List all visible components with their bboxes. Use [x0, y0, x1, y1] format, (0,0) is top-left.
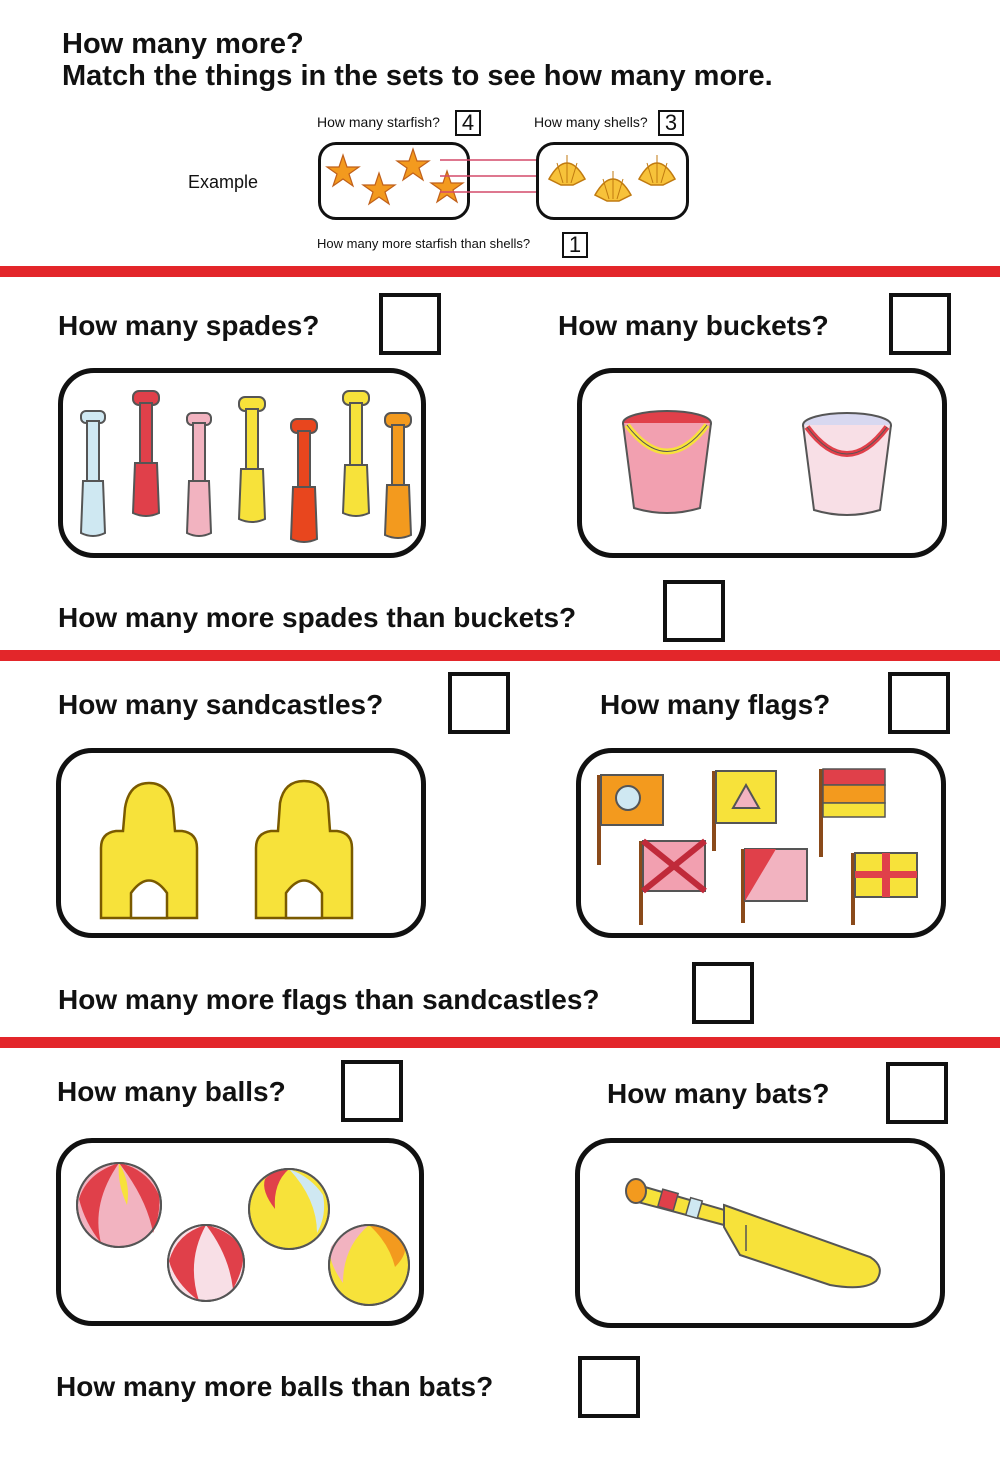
bats-set — [575, 1138, 945, 1328]
spade-icon — [343, 391, 369, 516]
spades-answer-box[interactable] — [379, 293, 441, 355]
bats-question: How many bats? — [607, 1078, 830, 1109]
buckets-question: How many buckets? — [558, 310, 829, 341]
spade-icon — [133, 391, 159, 516]
section-divider — [0, 650, 1000, 661]
spades-set — [58, 368, 426, 558]
starfish-icon — [397, 149, 429, 180]
sandcastles-question: How many sandcastles? — [58, 689, 384, 720]
flag-icon — [743, 849, 807, 923]
spades-vs-buckets-question: How many more spades than buckets? — [58, 602, 577, 633]
spade-icon — [291, 419, 317, 542]
example-shells-set — [536, 142, 689, 220]
balls-answer-box[interactable] — [341, 1060, 403, 1122]
flags-vs-sandcastles-answer-box[interactable] — [692, 962, 754, 1024]
spades-question: How many spades? — [58, 310, 320, 341]
spade-icon — [81, 411, 105, 536]
bucket-icon — [803, 413, 891, 515]
shell-icon — [595, 171, 631, 201]
flag-icon — [821, 769, 885, 857]
flags-question: How many flags? — [600, 689, 831, 720]
shell-icon — [549, 155, 585, 185]
flag-icon — [714, 771, 776, 851]
example-label: Example — [188, 172, 259, 192]
starfish-icon — [363, 173, 395, 204]
example-shells-question: How many shells? — [534, 114, 648, 130]
balls-vs-bats-question: How many more balls than bats? — [56, 1371, 494, 1402]
spades-vs-buckets-answer-box[interactable] — [663, 580, 725, 642]
example-starfish-question: How many starfish? — [317, 114, 440, 130]
flags-answer-box[interactable] — [888, 672, 950, 734]
balls-vs-bats-answer-box[interactable] — [578, 1356, 640, 1418]
flag-icon — [641, 841, 705, 925]
section-divider — [0, 1037, 1000, 1048]
beach-ball-icon — [329, 1225, 409, 1305]
cricket-bat-icon — [626, 1179, 880, 1287]
example-shells-answer: 3 — [658, 110, 684, 136]
sandcastles-set — [56, 748, 426, 938]
spade-icon — [239, 397, 265, 522]
page-title: How many more? — [62, 28, 304, 60]
sandcastle-icon — [256, 781, 352, 918]
shell-icon — [639, 155, 675, 185]
sandcastle-icon — [101, 783, 197, 918]
buckets-set — [577, 368, 947, 558]
example-more-answer: 1 — [562, 232, 588, 258]
buckets-answer-box[interactable] — [889, 293, 951, 355]
flags-vs-sandcastles-question: How many more flags than sandcastles? — [58, 984, 600, 1015]
page-instructions: Match the things in the sets to see how many more. — [62, 60, 773, 92]
flag-icon — [853, 853, 917, 925]
beach-ball-icon — [77, 1163, 161, 1247]
starfish-icon — [327, 155, 359, 186]
bats-answer-box[interactable] — [886, 1062, 948, 1124]
sandcastles-answer-box[interactable] — [448, 672, 510, 734]
balls-set — [56, 1138, 424, 1326]
beach-ball-icon — [168, 1225, 244, 1301]
bucket-icon — [623, 411, 711, 513]
section-divider — [0, 266, 1000, 277]
spade-icon — [385, 413, 411, 538]
example-starfish-answer: 4 — [455, 110, 481, 136]
spade-icon — [187, 413, 211, 536]
example-more-question: How many more starfish than shells? — [317, 236, 531, 251]
flags-set — [576, 748, 946, 938]
beach-ball-icon — [249, 1169, 329, 1249]
balls-question: How many balls? — [57, 1076, 286, 1107]
